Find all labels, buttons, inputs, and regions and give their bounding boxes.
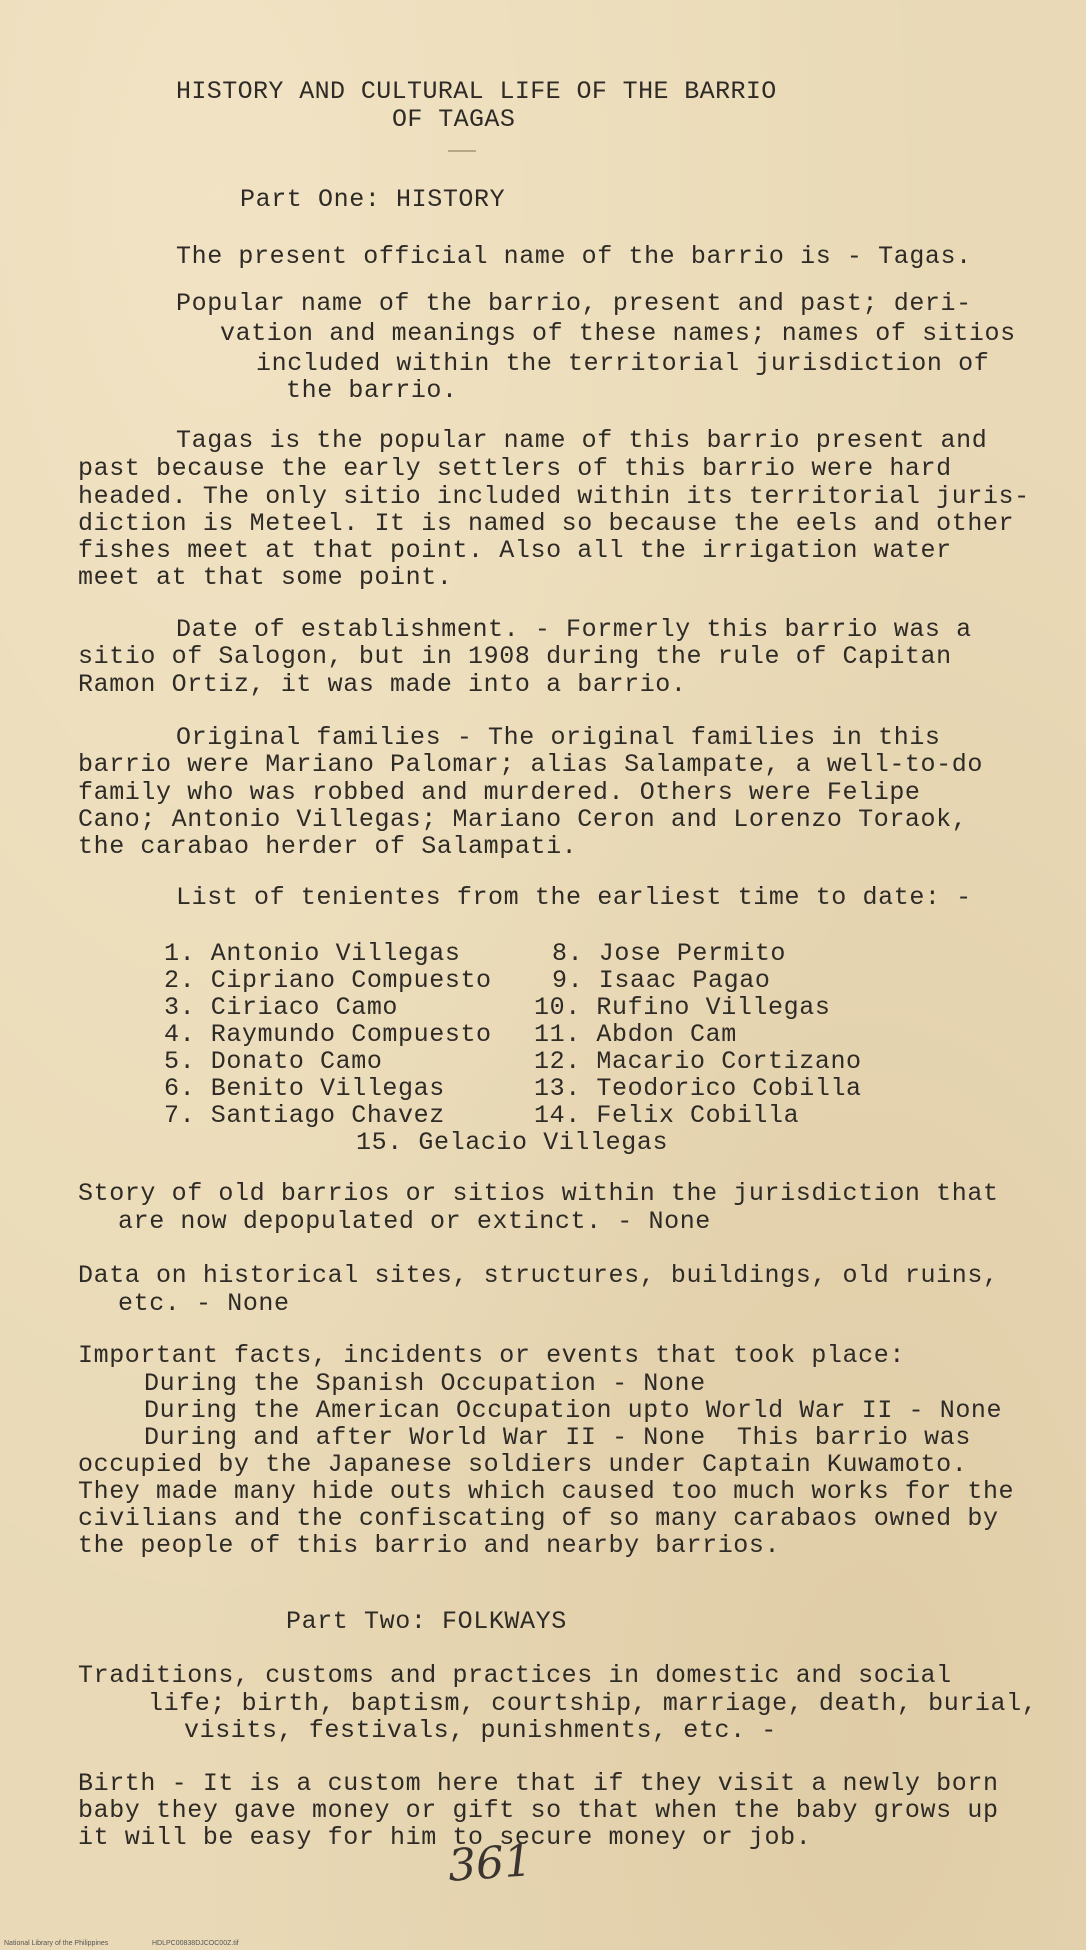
important-facts-line: civilians and the confiscating of so many carabaos owned by: [78, 1504, 999, 1533]
teniente-list-item: 10. Rufino Villegas: [534, 993, 831, 1022]
old-barrios-line: are now depopulated or extinct. - None: [118, 1207, 711, 1236]
original-families-line: the carabao herder of Salampati.: [78, 832, 578, 861]
part-one-heading: Part One: HISTORY: [240, 185, 506, 214]
birth-line: baby they gave money or gift so that when the baby grows up: [78, 1796, 999, 1825]
historical-sites-line: etc. - None: [118, 1289, 290, 1318]
teniente-list-item: 4. Raymundo Compuesto: [164, 1020, 492, 1049]
official-name-paragraph: The present official name of the barrio is - Tagas.: [176, 242, 972, 271]
teniente-list-item: 3. Ciriaco Camo: [164, 993, 399, 1022]
footer-file-code: HDLPC00838DJCOC00Z.tif: [152, 1940, 239, 1947]
teniente-list-item: 15. Gelacio Villegas: [356, 1128, 669, 1157]
teniente-list-item: 13. Teodorico Cobilla: [534, 1074, 862, 1103]
handwritten-page-number: 361: [446, 1835, 534, 1892]
popular-name-question-line: the barrio.: [286, 376, 458, 405]
teniente-list-item: 5. Donato Camo: [164, 1047, 383, 1076]
teniente-list-item: 2. Cipriano Compuesto: [164, 966, 492, 995]
teniente-list-item: 12. Macario Cortizano: [534, 1047, 862, 1076]
teniente-list-item: 14. Felix Cobilla: [534, 1101, 800, 1130]
historical-sites-line: Data on historical sites, structures, buildings, old ruins,: [78, 1261, 999, 1290]
birth-line: Birth - It is a custom here that if they visit a newly born: [78, 1769, 999, 1798]
teniente-list-item: 11. Abdon Cam: [534, 1020, 737, 1049]
popular-name-question-line: vation and meanings of these names; names of sitios: [220, 319, 1016, 348]
original-families-line: Original families - The original families in this: [176, 723, 941, 752]
teniente-list-item: 9. Isaac Pagao: [552, 966, 771, 995]
establishment-line: sitio of Salogon, but in 1908 during the rule of Capitan: [78, 642, 952, 671]
popular-name-answer-line: past because the early settlers of this barrio were hard: [78, 454, 952, 483]
important-facts-line: Important facts, incidents or events that took place:: [78, 1341, 905, 1370]
teniente-list-item: 1. Antonio Villegas: [164, 939, 461, 968]
important-facts-line: During the Spanish Occupation - None: [144, 1369, 706, 1398]
traditions-line: Traditions, customs and practices in domestic and social: [78, 1661, 952, 1690]
part-two-heading: Part Two: FOLKWAYS: [286, 1607, 567, 1636]
traditions-line: life; birth, baptism, courtship, marriage, death, burial,: [148, 1689, 1038, 1718]
popular-name-question-line: included within the territorial jurisdiction of: [256, 349, 990, 378]
tenientes-intro: List of tenientes from the earliest time to date: -: [176, 883, 972, 912]
teniente-list-item: 7. Santiago Chavez: [164, 1101, 445, 1130]
important-facts-line: During and after World War II - None This barrio was: [144, 1423, 971, 1452]
establishment-line: Ramon Ortiz, it was made into a barrio.: [78, 670, 687, 699]
footer-library-label: National Library of the Philippines: [4, 1940, 109, 1947]
teniente-list-item: 6. Benito Villegas: [164, 1074, 445, 1103]
popular-name-answer-line: Tagas is the popular name of this barrio present and: [176, 426, 988, 455]
important-facts-line: They made many hide outs which caused too much works for the: [78, 1477, 1015, 1506]
popular-name-question-line: Popular name of the barrio, present and past; deri-: [176, 289, 972, 318]
document-title-line-2: OF TAGAS: [392, 105, 516, 134]
old-barrios-line: Story of old barrios or sitios within the jurisdiction that: [78, 1179, 999, 1208]
important-facts-line: the people of this barrio and nearby barrios.: [78, 1531, 781, 1560]
important-facts-line: occupied by the Japanese soldiers under Captain Kuwamoto.: [78, 1450, 968, 1479]
original-families-line: barrio were Mariano Palomar; alias Salampate, a well-to-do: [78, 750, 983, 779]
birth-line: it will be easy for him to secure money or job.: [78, 1823, 812, 1852]
popular-name-answer-line: headed. The only sitio included within its territorial juris-: [78, 482, 1030, 511]
decorative-dash: [448, 150, 476, 152]
traditions-line: visits, festivals, punishments, etc. -: [184, 1716, 777, 1745]
original-families-line: family who was robbed and murdered. Others were Felipe: [78, 778, 921, 807]
establishment-line: Date of establishment. - Formerly this barrio was a: [176, 615, 972, 644]
document-title-line-1: HISTORY AND CULTURAL LIFE OF THE BARRIO: [176, 77, 777, 106]
popular-name-answer-line: diction is Meteel. It is named so because the eels and other: [78, 509, 1015, 538]
original-families-line: Cano; Antonio Villegas; Mariano Ceron and Lorenzo Toraok,: [78, 805, 968, 834]
popular-name-answer-line: meet at that some point.: [78, 563, 453, 592]
important-facts-line: During the American Occupation upto World War II - None: [144, 1396, 1003, 1425]
popular-name-answer-line: fishes meet at that point. Also all the irrigation water: [78, 536, 952, 565]
teniente-list-item: 8. Jose Permito: [552, 939, 787, 968]
